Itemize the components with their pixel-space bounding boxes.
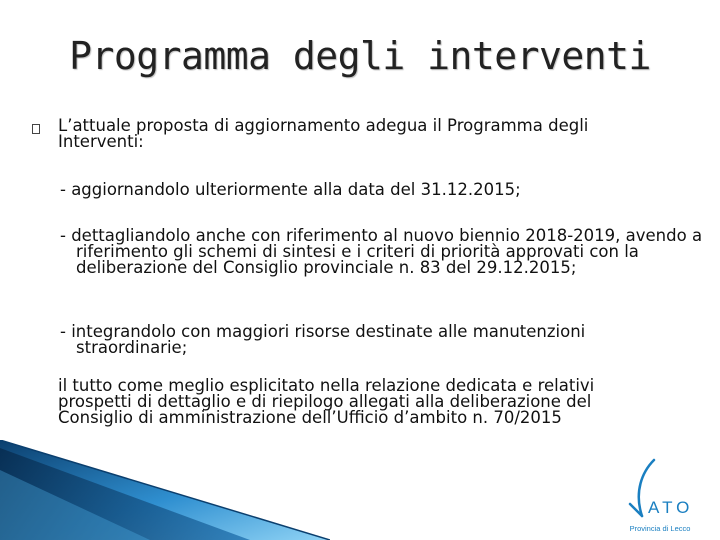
ato-logo bbox=[620, 458, 700, 536]
closing-paragraph: il tutto come meglio esplicitato nella relazione dedicata e relativi prospetti di dettaglio e di riepilogo allegati alla deliberazione del Consiglio di amministrazione dell’Ufficio d’ambito n. 70/2015 bbox=[58, 376, 595, 427]
slide-title: Programma degli interventi bbox=[69, 34, 651, 78]
intro-paragraph: L’attuale proposta di aggiornamento adegua il Programma degli Interventi: bbox=[58, 116, 589, 151]
corner-decoration bbox=[0, 440, 330, 540]
logo-wordmark: ATO bbox=[648, 498, 694, 517]
logo-subtitle: Provincia di Lecco bbox=[629, 524, 691, 533]
list-item-biennium-detail: - dettagliandolo anche con riferimento al nuovo biennio 2018-2019, avendo a riferimento gli schemi di sintesi e i criteri di priorità approvati con la deliberazione del Consiglio provinciale n. 83 del 29.12.2015; bbox=[60, 226, 703, 277]
list-item-maintenance-resources: - integrandolo con maggiori risorse destinate alle manutenzioni straordinarie; bbox=[60, 322, 586, 357]
bullet-icon bbox=[32, 124, 40, 134]
list-item-update-date: - aggiornandolo ulteriormente alla data del 31.12.2015; bbox=[60, 180, 521, 199]
